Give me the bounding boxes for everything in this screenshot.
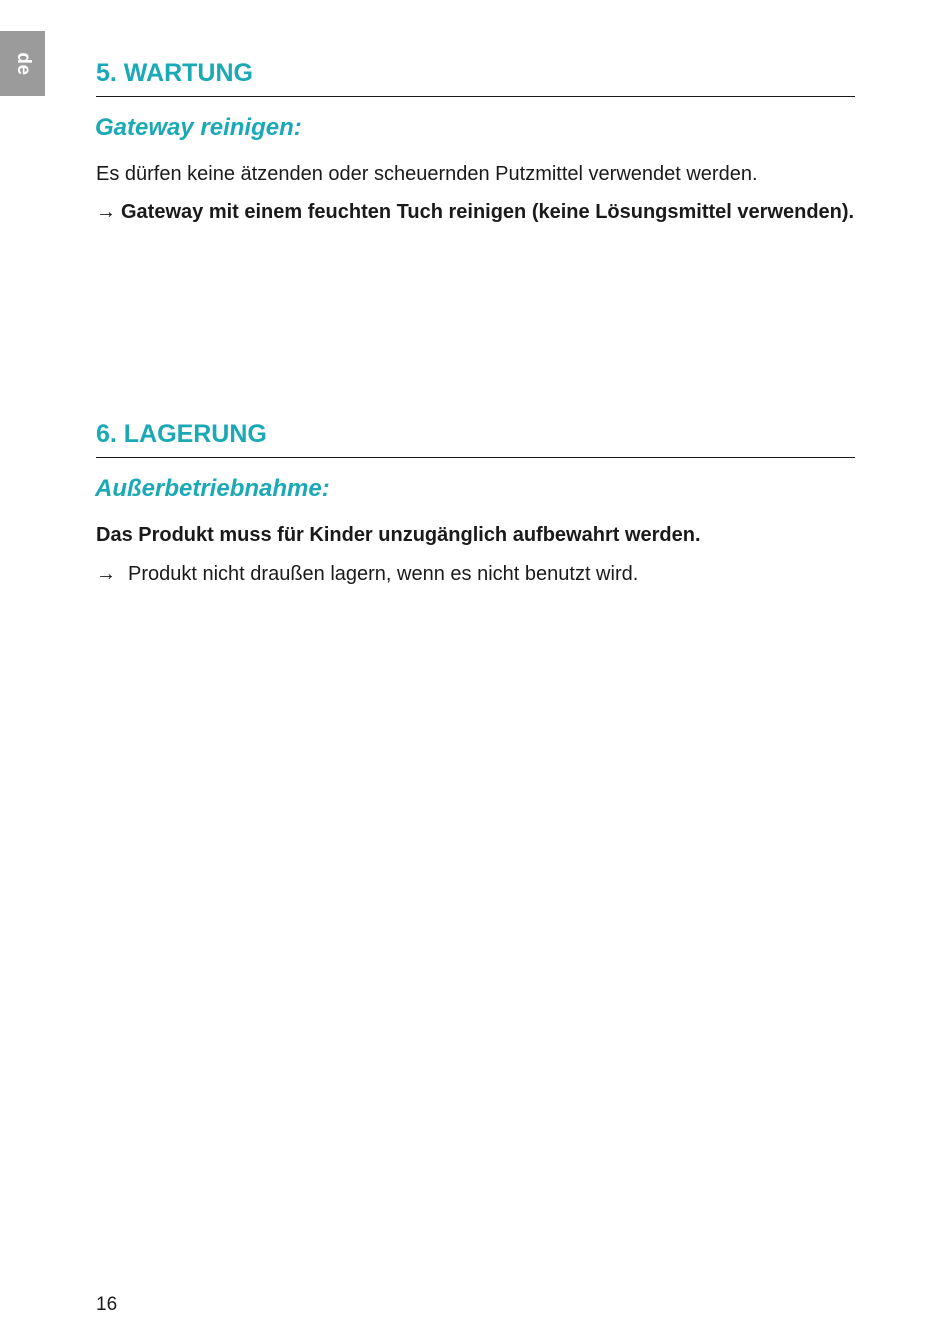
instruction-text: Gateway mit einem feuchten Tuch reinigen (keine Lösungsmittel verwenden). [121,201,855,223]
instruction-text: Produkt nicht draußen lagern, wenn es nicht benutzt wird. [128,563,639,585]
paragraph: Es dürfen keine ätzenden oder scheuernden Putzmittel verwendet werden. [96,163,758,185]
instruction-item [96,561,855,588]
section-wartung [96,58,855,226]
arrow-right-icon: → [96,563,116,585]
section-lagerung [96,419,855,588]
subheading: Gateway reinigen: [95,114,302,141]
section-title: 5. WARTUNG [96,58,855,97]
arrow-right-icon: → [96,201,116,223]
language-tab [0,31,45,96]
subheading: Außerbetriebnahme: [95,475,330,502]
language-tab-label: de [12,51,34,76]
page-number: 16 [96,1294,118,1315]
instruction-item [96,199,855,226]
section-title: 6. LAGERUNG [96,419,855,458]
paragraph: Das Produkt muss für Kinder unzugänglich aufbewahrt werden. [96,524,701,546]
